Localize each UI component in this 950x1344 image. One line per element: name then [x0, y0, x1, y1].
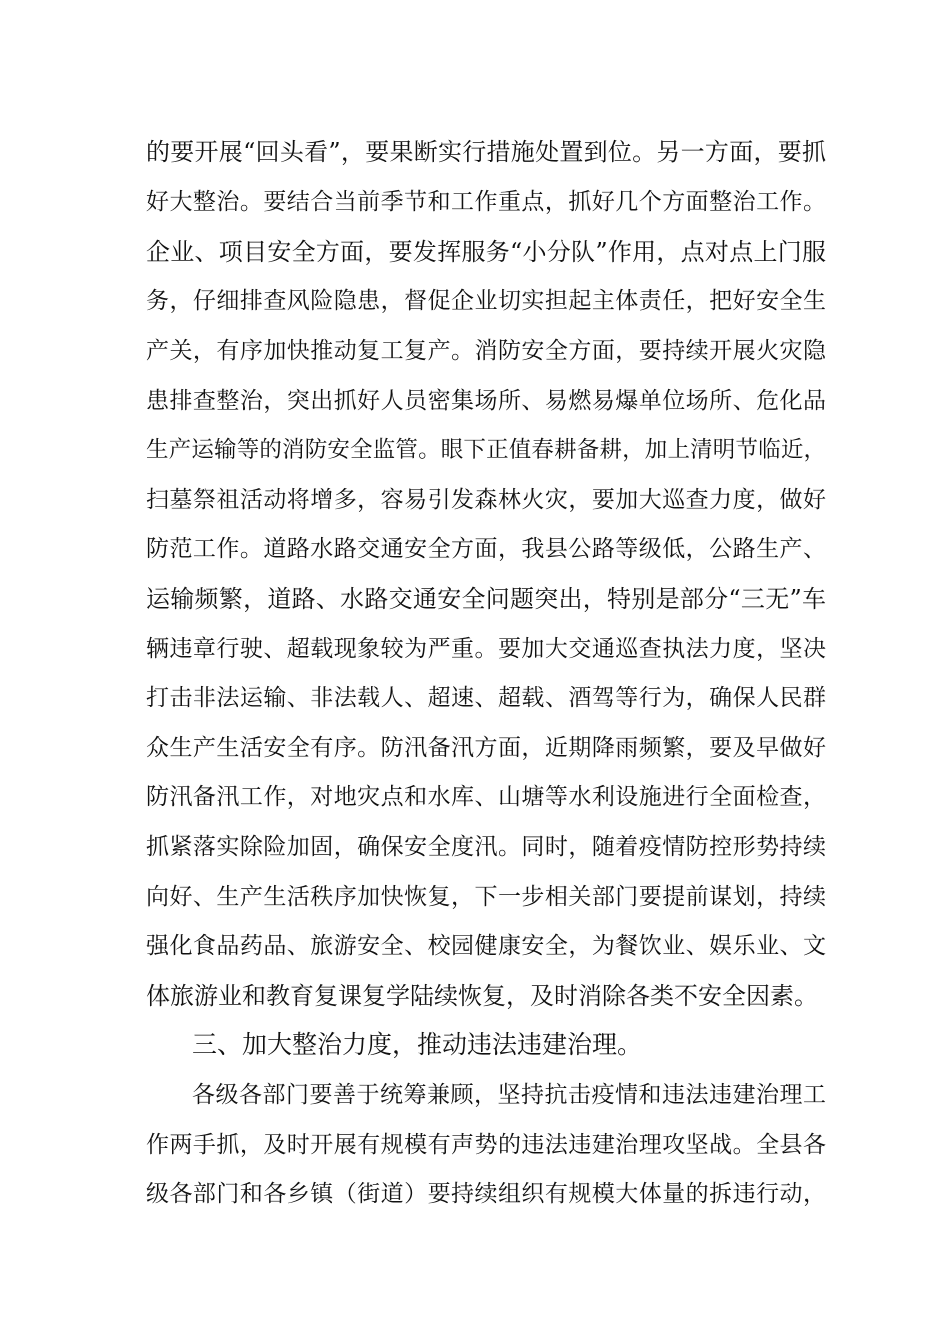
- body-text-line: 患排查整治，突出抓好人员密集场所、易燃易爆单位场所、危化品: [146, 388, 826, 414]
- body-text-line: 生产运输等的消防安全监管。眼下正值春耕备耕，加上清明节临近，: [146, 437, 826, 463]
- paragraph-first-line: 各级各部门要善于统筹兼顾，坚持抗击疫情和违法违建治理工: [192, 1082, 826, 1108]
- section-heading: 三、加大整治力度，推动违法违建治理。: [192, 1030, 643, 1059]
- body-text-line: 众生产生活安全有序。防汛备汛方面，近期降雨频繁，要及早做好: [146, 735, 826, 761]
- body-text-line: 抓紧落实除险加固，确保安全度汛。同时，随着疫情防控形势持续: [146, 834, 826, 860]
- body-text-line: 产关，有序加快推动复工复产。消防安全方面，要持续开展火灾隐: [146, 338, 826, 364]
- body-text-line: 运输频繁，道路、水路交通安全问题突出，特别是部分“三无”车: [146, 585, 826, 613]
- body-text-line: 辆违章行驶、超载现象较为严重。要加大交通巡查执法力度，坚决: [146, 636, 826, 662]
- body-text-line: 强化食品药品、旅游安全、校园健康安全，为餐饮业、娱乐业、文: [146, 933, 826, 959]
- body-text-line: 作两手抓，及时开展有规模有声势的违法违建治理攻坚战。全县各: [146, 1132, 826, 1158]
- body-text-line: 防汛备汛工作，对地灾点和水库、山塘等水利设施进行全面检查，: [146, 784, 826, 810]
- body-text-line: 好大整治。要结合当前季节和工作重点，抓好几个方面整治工作。: [146, 189, 826, 215]
- body-text-line: 企业、项目安全方面，要发挥服务“小分队”作用，点对点上门服: [146, 238, 826, 266]
- body-text-line: 级各部门和各乡镇（街道）要持续组织有规模大体量的拆违行动，: [146, 1181, 826, 1207]
- body-text-line: 体旅游业和教育复课复学陆续恢复，及时消除各类不安全因素。: [146, 982, 818, 1010]
- body-text-line: 扫墓祭祖活动将增多，容易引发森林火灾，要加大巡查力度，做好: [146, 487, 826, 513]
- body-text-line: 向好、生产生活秩序加快恢复，下一步相关部门要提前谋划，持续: [146, 884, 826, 910]
- body-text-line: 的要开展“回头看”，要果断实行措施处置到位。另一方面，要抓: [146, 138, 826, 166]
- body-text-line: 打击非法运输、非法载人、超速、超载、酒驾等行为，确保人民群: [146, 685, 826, 711]
- body-text-line: 防范工作。道路水路交通安全方面，我县公路等级低，公路生产、: [146, 536, 826, 562]
- body-text-line: 务，仔细排查风险隐患，督促企业切实担起主体责任，把好安全生: [146, 288, 826, 314]
